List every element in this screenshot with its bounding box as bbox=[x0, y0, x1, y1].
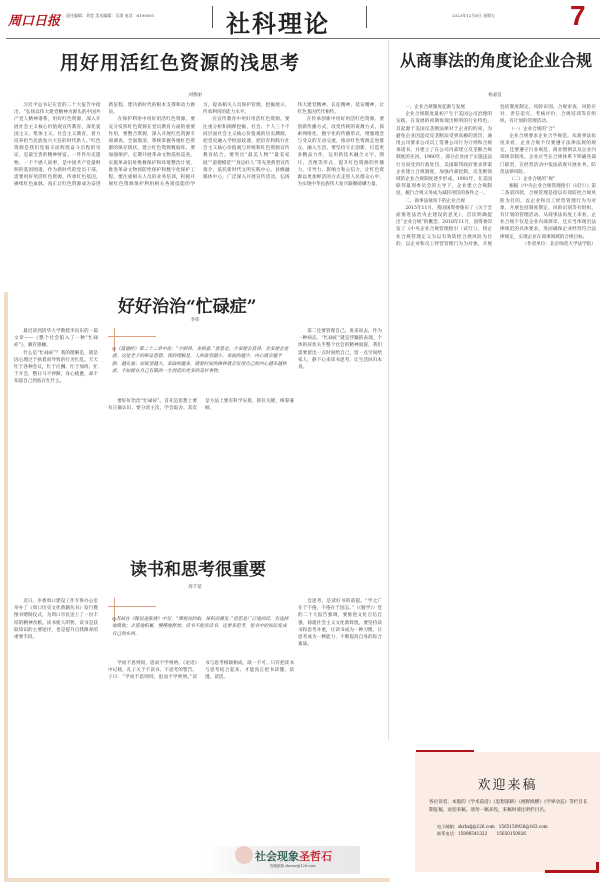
banner-title-b: 圣哲石 bbox=[299, 850, 332, 863]
article-author: 杨嘉仪 bbox=[488, 93, 502, 98]
header-rule bbox=[6, 38, 600, 39]
issue-date: 2023年12月8日 星期五 bbox=[452, 13, 496, 18]
quote-mark bbox=[108, 336, 156, 337]
email-label: 电子邮箱： bbox=[437, 824, 458, 829]
article-title: 从商事法的角度论企业合规 bbox=[400, 51, 593, 70]
welcome-title: 欢迎来稿 bbox=[477, 778, 538, 793]
article-title: 读书和思考很重要 bbox=[130, 560, 266, 580]
banner-email: 投稿邮箱 shesxz@126.com bbox=[270, 864, 316, 868]
article-body bbox=[14, 328, 98, 538]
pull-quote: ◎苏轼在《稼说送张琥》中写：“博观而约取，厚积而薄发。”意思是广泛地阅读，有选择地吸收；丰富地积累，慢慢地释放。读书不能死读书，还要多思考，把书中的知识变成自己的东西。 bbox=[112, 617, 289, 637]
paragraph: 二、商事法视角下的企业合规 bbox=[405, 198, 465, 204]
article-body bbox=[14, 102, 384, 288]
paragraph: 一、企业合规制度起源与发展 bbox=[405, 105, 465, 110]
quote-mark bbox=[108, 606, 156, 607]
paragraph: 在传承创新中用好用活红色资源。要创新传播方式，改变传统的说教方式，探索网络化、数字化的传播形式，增强理念与受众的互动交流，推动红色资源走进群众、融入生活。要坚持守正创新，打造更多精品力作，运用新技术融合文字、图片、音像等形式，提升红色资源的传播力、引导力、影响力和公信力，让红色资源以更加鲜活的方式走进人民群众心中，为实现中华民族伟大复兴凝聚磅礴力量。 bbox=[297, 117, 384, 188]
sun-icon bbox=[235, 846, 253, 864]
article-body bbox=[108, 660, 294, 840]
call-for-papers-box bbox=[415, 752, 600, 872]
paragraph: 在保护利用中用好用活红色资源。要充分发挥红色资源在党员教育方面的重要作用，要整合资源，深入开展红色资源专项调查，全面摸清、系统掌握各地红色资源的保存现状，建立红色资源数据库。要加强保护，定期开展革命文物巡检巡查，实施革命旧址维修保护和环境整治计划，推进革命文物预防性保护和数字化保护工程。要注重相关人员的业务培训，积极开展红色资源保护利用相关各项技能的学习，提高相关人员保护管理、挖掘展示、传承利用的能力水平。 bbox=[108, 103, 290, 188]
paragraph: 根据《中央企业合规管理指引（试行）》第二条第四款，合规管理是指以有效防控合规风险为目的，以企业和员工经营管理行为为对象，开展包括制度制定、风险识别等有组织、有计划的管理活动。从商事法角度上来看，企业合规不仅是企业内部规章，还应当体现出法律规范的具体要求，进而确保企业经营符合法律规定，实现企业在商事领域的合规目标。 bbox=[500, 184, 596, 240]
paragraph: 第二还要管理自己。说来说去，作为一种病态，“忙碌症”就是浮躁的表现。个体的症状关乎整个社会的精神面貌，我们需要留出一点时间给自己，留一点空间给家人，静下心来读书思考，让生活回归本真。 bbox=[298, 329, 382, 371]
phone-label: 联系电话： bbox=[437, 831, 458, 836]
article-author: 李伟 bbox=[190, 318, 200, 323]
paragraph: 在宣传教育中用好用活红色资源。要注重分析和阐释挖掘，社会、个人三个不同层面社会主义核心价值观的历史渊源，把党史融入学校思政课，把培育和践行社会主义核心价值观与传统和红色资源宣传教育结合。要突出“最美人物”“最美家庭”“道德模范”“身边好人”等先进典型宣传推介，依托新时代文明实践中心、县级融媒体中心，广泛深入开展宣传活动，弘扬伟大建党精神、长征精神、延安精神，让红色基因代代相传。 bbox=[203, 103, 384, 181]
corner-accent bbox=[596, 862, 599, 873]
banner-title-a: 社会现象 bbox=[255, 850, 299, 863]
pull-quote: ◎《道德经》第二十二章中说：“少则得，多则惑。”意思是，少拿便会获得，贪多便会迷惑。这是老子的辩证思想。我的理解是，人的欲望越小，拿取的越少，内心就会越平静、越充盈；而欲望越大，拿取的越多，随着时间的推移就会发现自己的内心越来越焦虑，不如就在自己有限的一生创造出更多的美好事物。 bbox=[112, 347, 289, 375]
page-number: 7 bbox=[570, 0, 586, 31]
article-title: 用好用活红色资源的浅思考 bbox=[60, 52, 301, 74]
author-note: （作者单位：北京师范大学法学院） bbox=[522, 241, 596, 247]
paragraph: 什么是“忙碌症”？我的理解是，就是因心理过于执着而导致的行为忙乱。天天忙于各种会议，忙于应酬、忙于加班、忙于开会，整日马不停蹄，身心疲惫，却不知道自己到底在忙什么。 bbox=[14, 350, 98, 385]
paragraph: 学而不思则罔，思而不学则殆。《论语》中记载，孔子关于不读书、不思考的警告。子曰：“学而不思则罔，思而不学则殆。”读书与思考相辅相成，缺一不可。只有把读书与思考结合起来，才能真正把书读懂、读透、读活。 bbox=[108, 661, 294, 681]
section-title: 社科理论 bbox=[226, 9, 330, 38]
email-1: zkrbxlj@126.com bbox=[457, 824, 495, 829]
welcome-text: 各位读者，本版的《学术前沿》《思想深耕》《视野纵横》《学界动态》等栏目长期征稿，欢迎来稿。请勿一稿多投，来稿时请注明栏目名。 bbox=[429, 800, 588, 813]
article-author: 周千蓓 bbox=[188, 585, 202, 590]
paragraph: 近日，市委周口建设工作专班办公室举办了《周口历史文化典籍丛书》发行暨图书赠阅仪式，为周口市民送上了一份丰厚的精神食粮。读书使人明智，读书是获取知识的主要途径，也是提升自我修养的重要手段。 bbox=[14, 599, 98, 641]
newspaper-logo: 周口日报 bbox=[8, 14, 61, 29]
column-banner bbox=[205, 846, 360, 874]
paragraph: （二）企业合规的“规” bbox=[509, 177, 556, 183]
article-author: 刘燕丽 bbox=[188, 93, 202, 98]
phone-2: 15650150926 bbox=[496, 831, 526, 836]
paragraph: 企业合规要求企业合乎规范。从商事法角度来看，企业合规不仅要遵守法律法规的规定，还要遵守行业规范、商业惯例以及企业内部规章制度。企业应当在合规体系下明确各部门职责，在经营活动中依法依规开展业务，防范法律风险。 bbox=[500, 133, 596, 175]
article-body bbox=[14, 598, 98, 838]
divider bbox=[366, 6, 367, 28]
corner-accent bbox=[545, 870, 599, 873]
paragraph: 会思考，是读好书的前提。“学之广在于不倦，不倦在于固志。”（《勉学》）党的二十大报告强调，要推进文化自信自强，铸就社会主义文化新辉煌。要坚持读书和思考并重，让读书成为一种习惯，让思考成为一种能力，不断提高自身的综合素质。 bbox=[298, 599, 382, 648]
banner-title bbox=[255, 848, 332, 864]
article-body bbox=[298, 328, 382, 538]
email-2: 1565150926@163.com bbox=[498, 824, 548, 829]
paragraph: （一）企业合规的“合” bbox=[509, 126, 556, 132]
article-body bbox=[298, 598, 382, 838]
paragraph: 企业合规制度最初产生于美国公司治理的实践，在发展的初期体现出鲜明的行业特色。其起源于美国反垄断法律对于企业的约束，为避免企业因违反反垄断法受到高额的惩罚，通用公司要求公司员工签署公司行为守则和合规承诺书，并建立了在公司内部建立反垄断合规制度的先河。1960年，部分企业由于实施违法行为而受到行政处罚，美国联邦政府要求涉案企业建立合规制度，加强内部控制，反垄断领域的企业合规制度逐步形成。1991年，在美国联邦量刑委员会的主导下，企业建立合规制度，履行合规义务成为减轻刑罚的条件之一。 bbox=[396, 112, 492, 197]
article-body bbox=[396, 104, 596, 714]
article-body bbox=[108, 398, 294, 538]
article-title: 好好治治“忙碌症” bbox=[118, 297, 257, 317]
paragraph: 习近平总书记在党的二十大报告中指出，“弘扬以伟大建党精神为源头的中国共产党人精神谱系，用好红色资源，深入开展社会主义核心价值观宣传教育，深化爱国主义、集体主义、社会主义教育，着力培养担当民族复兴大任的时代新人。”红色资源是我们党艰辛而辉煌奋斗历程的见证，是最宝贵的精神财富。一件件历史遗物、一个个感人故事，是中国共产党最鲜明的基因图谱，作为新时代的党员干部，需要用好用活红色资源，传承红色基因，赓续红色血脉，真正让红色资源成为奋进新征程、建功新时代的根本支撑和动力源泉。 bbox=[14, 103, 195, 188]
phone-1: 15896541322 bbox=[457, 831, 488, 836]
paragraph: 最近读到清华大学教授李向东的一篇文章——《整个社会陷入了一种“忙碌症”》，颇有感触。 bbox=[14, 329, 98, 349]
paragraph: 要好好治治“忙碌症”。首先是思想上要有正确认识，要分清主次，学会取舍。其次是方法上要有科学安排，抓住关键，统筹兼顾。 bbox=[108, 399, 294, 412]
paragraph: 2015年11月，我国国资委颁布了《关于全面推进法治央企建设的意见》，首次明确提出“企业合规”的概念。2018年11月，国资委印发了《中央企业合规管理指引（试行）》，将企业合规管理定义为以有效防控合规风险为目的，以企业和员工经营管理行为为对象，开展包括制度制定、风险识别、合规审查、风险应对、责任追究、考核评价、合规培训等有组织、有计划的管理活动。 bbox=[396, 105, 596, 247]
editor-info: 责任编辑：刘莹 美术编辑：吾琪 电话：6199501 bbox=[66, 13, 155, 18]
contact-info bbox=[415, 815, 600, 837]
divider bbox=[212, 6, 213, 28]
